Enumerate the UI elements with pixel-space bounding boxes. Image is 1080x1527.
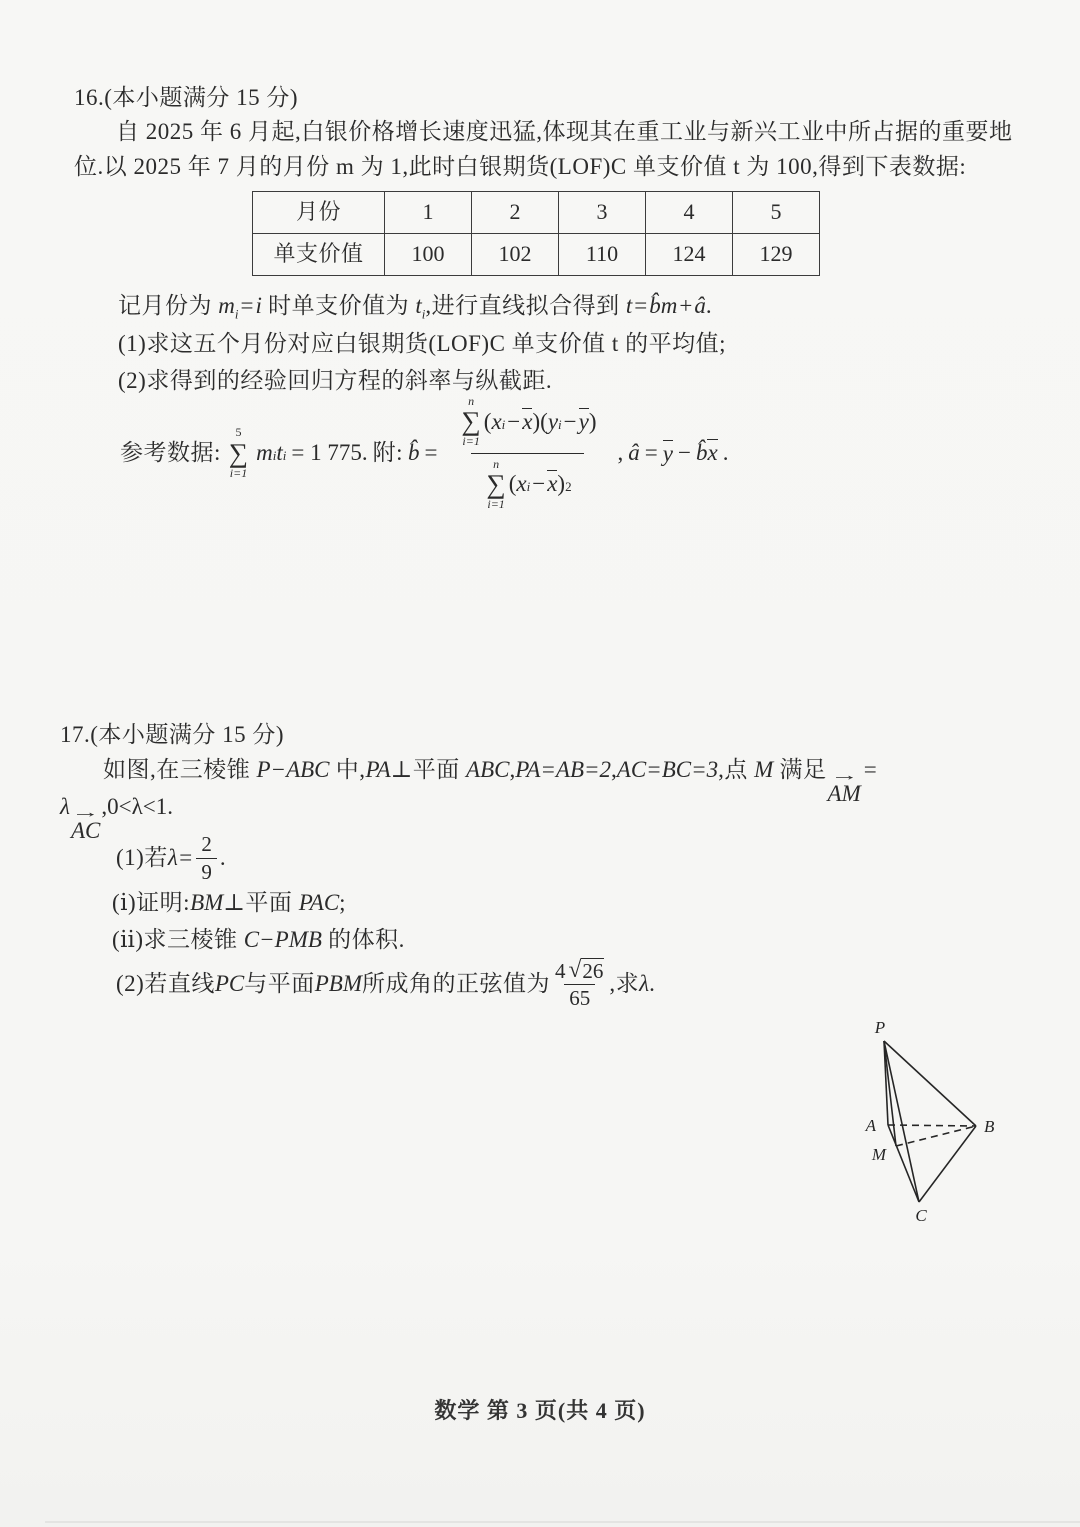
vertex-label-M: M [871,1145,886,1164]
math-var: m [218,293,235,318]
fraction-denominator [471,453,583,513]
table-cell: 4 [646,192,733,234]
summation-n [486,458,505,511]
math-var: i [255,293,262,318]
math-sup: 2 [565,479,572,495]
punct: . [705,293,712,318]
edge-PC [884,1041,919,1202]
punct: ( [483,408,492,434]
q16-part2: (2)求得到的经验回归方程的斜率与纵截距. [118,368,553,393]
punct: . [722,439,729,465]
math-var: x [516,471,527,497]
edge-PB [884,1041,976,1126]
vertex-label-P: P [874,1018,886,1037]
bhat-fraction [447,393,609,513]
table-cell: 102 [472,234,559,276]
fraction-numerator [447,393,609,452]
text-seg: 中, [329,757,366,782]
num-expression [484,406,597,438]
lambda-fraction [196,832,217,883]
text-seg: ,求 [609,970,640,996]
fraction-numerator: 2 [201,832,212,857]
text-seg: ,0<λ<1. [101,794,173,819]
vector-AM [827,768,861,806]
q17-figure [828,1008,1028,1238]
table-row-month [253,192,820,234]
punct: , [617,439,624,465]
q16-fit-line [118,290,712,324]
x-bar: x [707,439,718,465]
vertex-label-C: C [915,1206,927,1225]
punct: , [611,757,617,782]
x-bar: x [547,471,558,497]
q17-header: 17.(本小题满分 15 分) [60,722,285,747]
text-seg: 与平面 [244,970,315,996]
q17-part1-i [112,887,346,919]
punct: ( [508,471,517,497]
table-cell: 129 [733,234,820,276]
q17-part1 [116,831,226,885]
table-cell: 单支价值 [253,234,385,276]
text-seg: 所成角的正弦值为 [361,970,550,996]
fraction-numerator [553,958,606,984]
sum-upper: 5 [235,425,242,440]
sum-lower: i=1 [487,496,505,511]
table-row-value [253,234,820,276]
table-cell: 110 [559,234,646,276]
q17-part1-ii [112,924,405,956]
math-var: BM [190,890,224,915]
vertex-label-A: A [865,1116,876,1135]
punct: . [649,970,655,996]
table-cell: 5 [733,192,820,234]
q16-data-table [252,191,820,276]
math-sub: i [272,447,277,463]
bx-product [696,437,718,469]
punct: ) [588,408,597,434]
radical-sign: √ [568,956,582,983]
math-sub: i [526,479,531,495]
den-expression [509,468,572,500]
summation-5 [229,426,248,479]
math-op: = [634,293,648,318]
edge-BC [919,1126,976,1202]
math-var: λ [639,970,650,996]
math-var: t [625,293,633,318]
math-sub: i [421,306,426,322]
math-var: AC [70,818,101,843]
text-seg: (ⅰ)证明: [112,890,191,915]
edge-AB-dashed [888,1125,976,1126]
text-seg: (1)若 [116,844,168,870]
vector-AC [70,805,101,843]
q16-part1: (1)求这五个月份对应白银期货(LOF)C 单支价值 t 的平均值; [118,331,726,356]
math-var: PC [214,970,245,996]
page-footer: 数学 第 3 页(共 4 页) [434,1398,646,1423]
math-op: + [679,293,693,318]
table-cell: 3 [559,192,646,234]
edge-AC [888,1125,919,1202]
sine-fraction [553,958,606,1010]
sum-upper: n [493,456,500,471]
text-seg: ⊥平面 [390,757,467,782]
math-var: PA [365,757,391,782]
sigma-symbol: ∑ [486,468,506,499]
math-sub: i [558,416,562,432]
q16-intro-line1: 自 2025 年 6 月起,白银价格增长速度迅猛,体现其在重工业与新兴工业中所占据的重要地 [116,119,1013,144]
scan-artifact-line [45,1521,1080,1523]
math-var: PAC [298,890,340,915]
sigma-symbol: ∑ [228,437,249,468]
q17-intro-line1 [103,754,879,805]
fraction-denominator: 9 [196,858,217,884]
math-var: AC=BC=3 [616,757,719,782]
text-seg: ,进行直线拟合得到 [425,293,626,318]
y-bar: y [662,440,673,466]
math-var: m [256,439,273,465]
math-op: − [677,439,691,465]
table-cell: 1 [385,192,472,234]
math-var: P−ABC [256,757,330,782]
table-cell: 2 [472,192,559,234]
q16-header: 16.(本小题满分 15 分) [74,85,299,110]
radicand: 26 [582,958,604,983]
text-seg: 的体积. [321,927,405,952]
math-var: t [415,293,422,318]
vector-arrow-icon: → [829,768,859,784]
math-op: = [863,757,877,782]
math-op: = [240,293,254,318]
math-var: λ= [167,844,194,870]
math-sub: i [234,306,239,322]
text-seg: 满足 [773,757,827,782]
math-var: y [547,408,559,434]
vector-arrow-icon: → [71,805,100,821]
b-hat: b̂ [695,439,708,465]
x-bar: x [522,408,533,434]
b-hat: b̂ [408,439,420,465]
math-num: 4 [554,958,566,983]
fraction-denominator: 65 [564,984,595,1010]
math-var: b̂m [649,293,678,318]
sum-lower: i=1 [462,434,480,449]
math-var: λ [60,794,70,819]
math-sub: i [282,447,287,463]
math-var: t [276,439,283,465]
math-var: ABC [466,757,510,782]
sum-upper: n [468,394,475,409]
radical [568,958,604,983]
summation-n [462,395,481,448]
table-cell: 124 [646,234,733,276]
eq-value: = 1 775. [291,439,368,465]
sigma-symbol: ∑ [461,406,481,437]
text-seg: ⊥平面 [223,890,299,915]
math-var: PA=AB=2 [515,757,612,782]
sum-lower: i=1 [229,465,248,480]
q17-part2 [116,955,655,1013]
punct: ; [339,890,346,915]
table-cell: 月份 [253,192,385,234]
text-seg: 时单支价值为 [261,293,416,318]
math-op: − [532,471,546,497]
text-seg: 如图,在三棱锥 [103,757,257,782]
math-sub: i [501,416,506,432]
math-op: − [507,408,521,434]
text-seg: 记月份为 [118,293,219,318]
math-op: = [424,439,438,465]
y-bar: y [578,408,589,434]
appendix-label: 附: [372,439,404,465]
text-seg: (2)若直线 [116,970,215,996]
math-op: − [563,408,577,434]
punct: . [219,844,226,870]
table-cell: 100 [385,234,472,276]
q16-intro-line2: 位.以 2025 年 7 月的月份 m 为 1,此时白银期货(LOF)C 单支价值 t 为 100,得到下表数据: [74,154,967,179]
ref-label: 参考数据: [120,439,221,465]
punct: )( [532,408,548,434]
text-seg: (ⅱ)求三棱锥 [112,927,244,952]
mt-product [256,437,286,469]
math-var: â [694,293,706,318]
text-seg: ,点 [718,757,755,782]
math-var: PBM [314,970,362,996]
math-var: x [491,408,502,434]
math-var: AM [827,781,861,806]
punct: ) [557,471,566,497]
q16-reference-formula [120,393,728,513]
vertex-label-B: B [984,1117,995,1136]
math-var: C−PMB [243,927,322,952]
math-op: = [644,439,658,465]
punct: , [509,757,516,782]
a-hat: â [628,439,640,465]
math-var: M [754,757,774,782]
